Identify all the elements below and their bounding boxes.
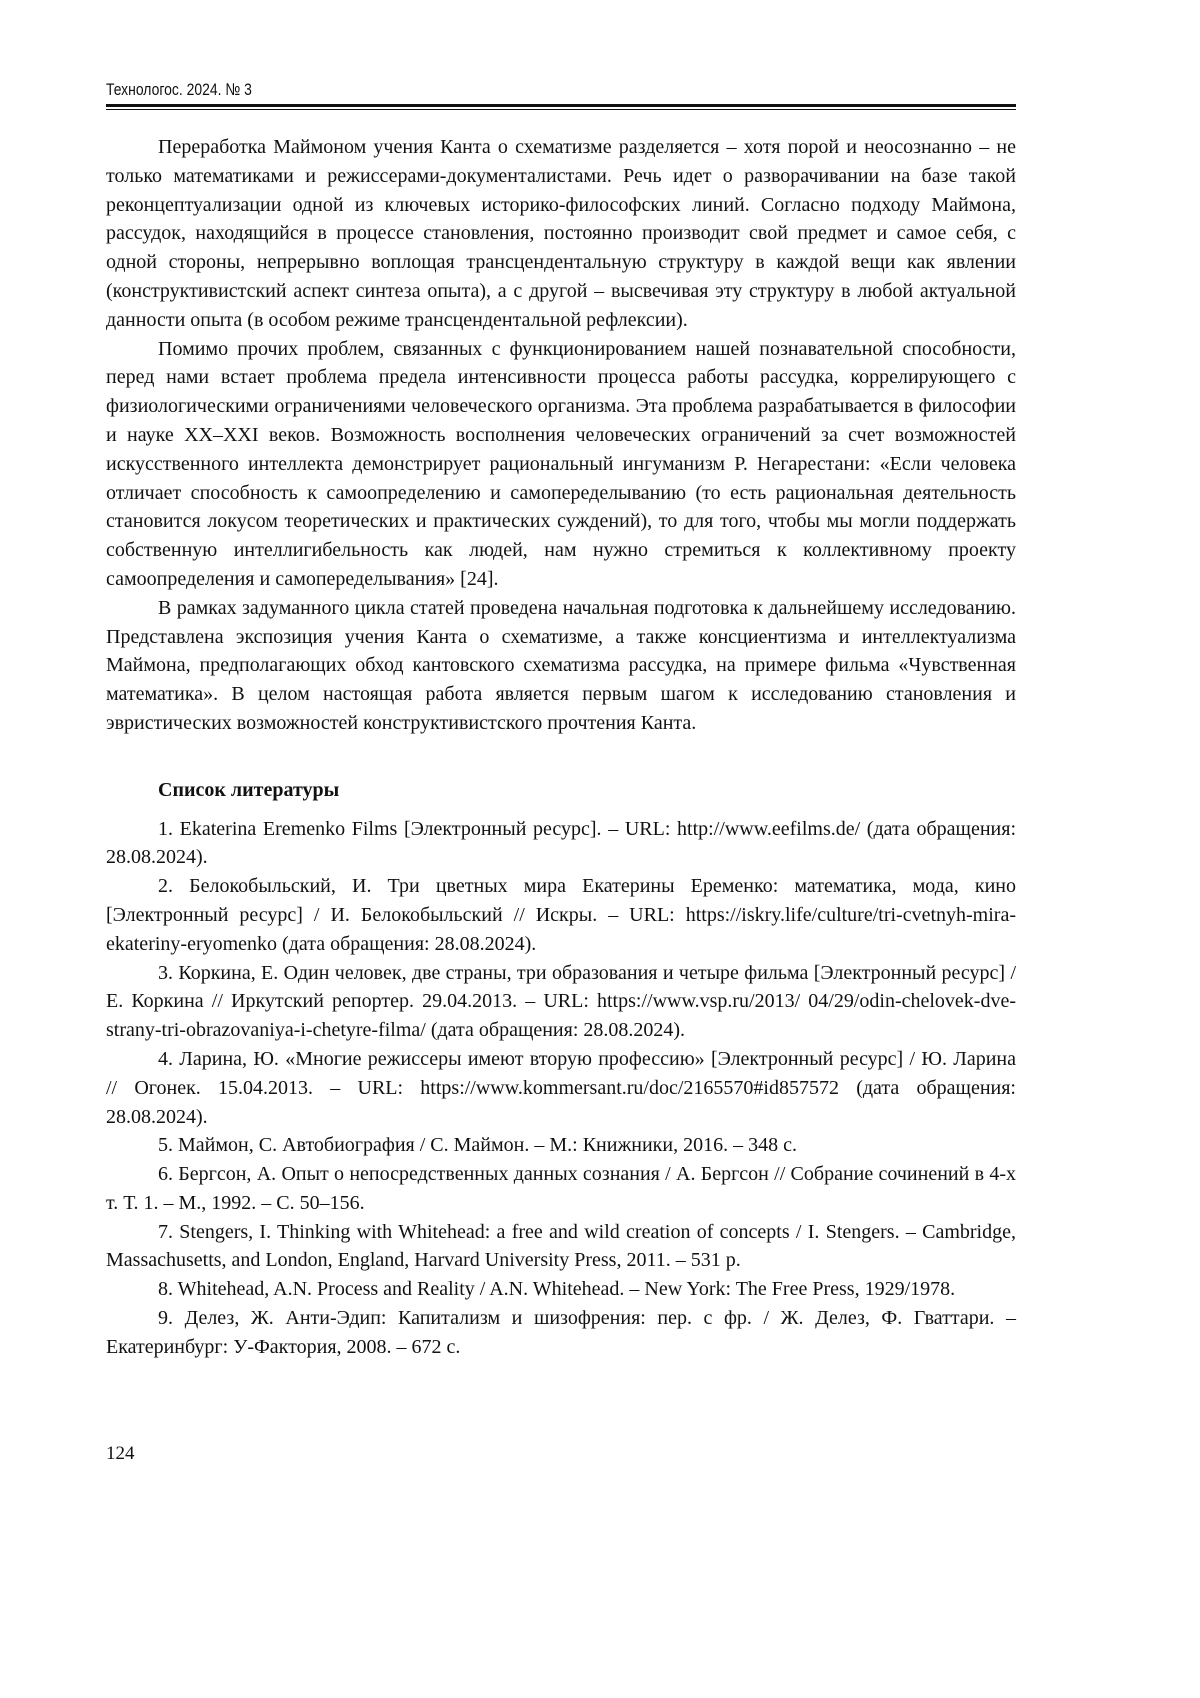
running-header: Технологос. 2024. № 3: [106, 80, 252, 100]
reference-item: 5. Маймон, С. Автобиография / С. Маймон. – М.: Книжники, 2016. – 348 с.: [106, 1131, 1016, 1160]
reference-item: 4. Ларина, Ю. «Многие режиссеры имеют вторую профессию» [Электронный ресурс] / Ю. Ларина // Огонек. 15.04.2013. – URL: https://www.kommersant.ru/doc/2165570#id857572 (дата обращения: 28.08.2024).: [106, 1045, 1016, 1131]
reference-item: 9. Делез, Ж. Анти-Эдип: Капитализм и шизофрения: пер. с фр. / Ж. Делез, Ф. Гваттари. – Екатеринбург: У-Фактория, 2008. – 672 с.: [106, 1304, 1016, 1362]
reference-item: 2. Белокобыльский, И. Три цветных мира Екатерины Еременко: математика, мода, кино [Электронный ресурс] / И. Белокобыльский // Искры. – URL: https://iskry.life/culture/tri-cvetnyh-mira-ekateriny-eryomenko (дата обращения: 28.08.2024).: [106, 872, 1016, 958]
paragraph: Помимо прочих проблем, связанных с функционированием нашей познавательной способности, перед нами встает проблема предела интенсивности процесса работы рассудка, коррелирующего с физиологическими ограничениями человеческого организма. Эта проблема разрабатывается в философии и науке XX–XXI веков. Возможность восполнения человеческих ограничений за счет возможностей искусственного интеллекта демонстрирует рациональный ингуманизм Р. Негарестани: «Если человека отличает способность к самоопределению и самопеределыванию (то есть рациональная деятельность становится локусом теоретических и практических суждений), то для того, чтобы мы могли поддержать собственную интеллигибельность как людей, нам нужно стремиться к коллективному проекту самоопределения и самопеределывания» [24].: [106, 335, 1016, 594]
header-rule-thick: [106, 104, 1016, 107]
header-rule-thin: [106, 109, 1016, 110]
reference-item: 7. Stengers, I. Thinking with Whitehead: a free and wild creation of concepts / I. Stengers. – Cambridge, Massachusetts, and London, England, Harvard University Press, 2011. – 531 p.: [106, 1218, 1016, 1276]
paragraph: В рамках задуманного цикла статей проведена начальная подготовка к дальнейшему исследованию. Представлена экспозиция учения Канта о схематизме, а также консциентизма и интеллектуализма Маймона, предполагающих обход кантовского схематизма рассудка, на примере фильма «Чувственная математика». В целом настоящая работа является первым шагом к исследованию становления и эвристических возможностей конструктивистского прочтения Канта.: [106, 594, 1016, 738]
paragraph: Переработка Маймоном учения Канта о схематизме разделяется – хотя порой и неосознанно – не только математиками и режиссерами-документалистами. Речь идет о разворачивании на базе такой реконцептуализации одной из ключевых историко-философских линий. Согласно подходу Маймона, рассудок, находящийся в процессе становления, постоянно производит свой предмет и самое себя, с одной стороны, непрерывно воплощая трансцендентальную структуру в каждой вещи как явлении (конструктивистский аспект синтеза опыта), а с другой – высвечивая эту структуру в любой актуальной данности опыта (в особом режиме трансцендентальной рефлексии).: [106, 133, 1016, 335]
reference-item: 1. Ekaterina Eremenko Films [Электронный ресурс]. – URL: http://www.eefilms.de/ (дата обращения: 28.08.2024).: [106, 815, 1016, 873]
reference-item: 3. Коркина, Е. Один человек, две страны, три образования и четыре фильма [Электронный ресурс] / Е. Коркина // Иркутский репортер. 29.04.2013. – URL: https://www.vsp.ru/2013/ 04/29/odin-chelovek-dve-strany-tri-obrazovaniya-i-chetyre-filma/ (дата обращения: 28.08.2024).: [106, 959, 1016, 1045]
reference-item: 6. Бергсон, А. Опыт о непосредственных данных сознания / А. Бергсон // Собрание сочинений в 4-х т. Т. 1. – М., 1992. – С. 50–156.: [106, 1160, 1016, 1218]
references-heading: Список литературы: [158, 776, 1016, 805]
article-body: [106, 133, 1016, 1362]
reference-item: 8. Whitehead, A.N. Process and Reality / A.N. Whitehead. – New York: The Free Press, 1929/1978.: [106, 1275, 1016, 1304]
references-list: [106, 815, 1016, 1362]
page-number: 124: [106, 1443, 135, 1465]
